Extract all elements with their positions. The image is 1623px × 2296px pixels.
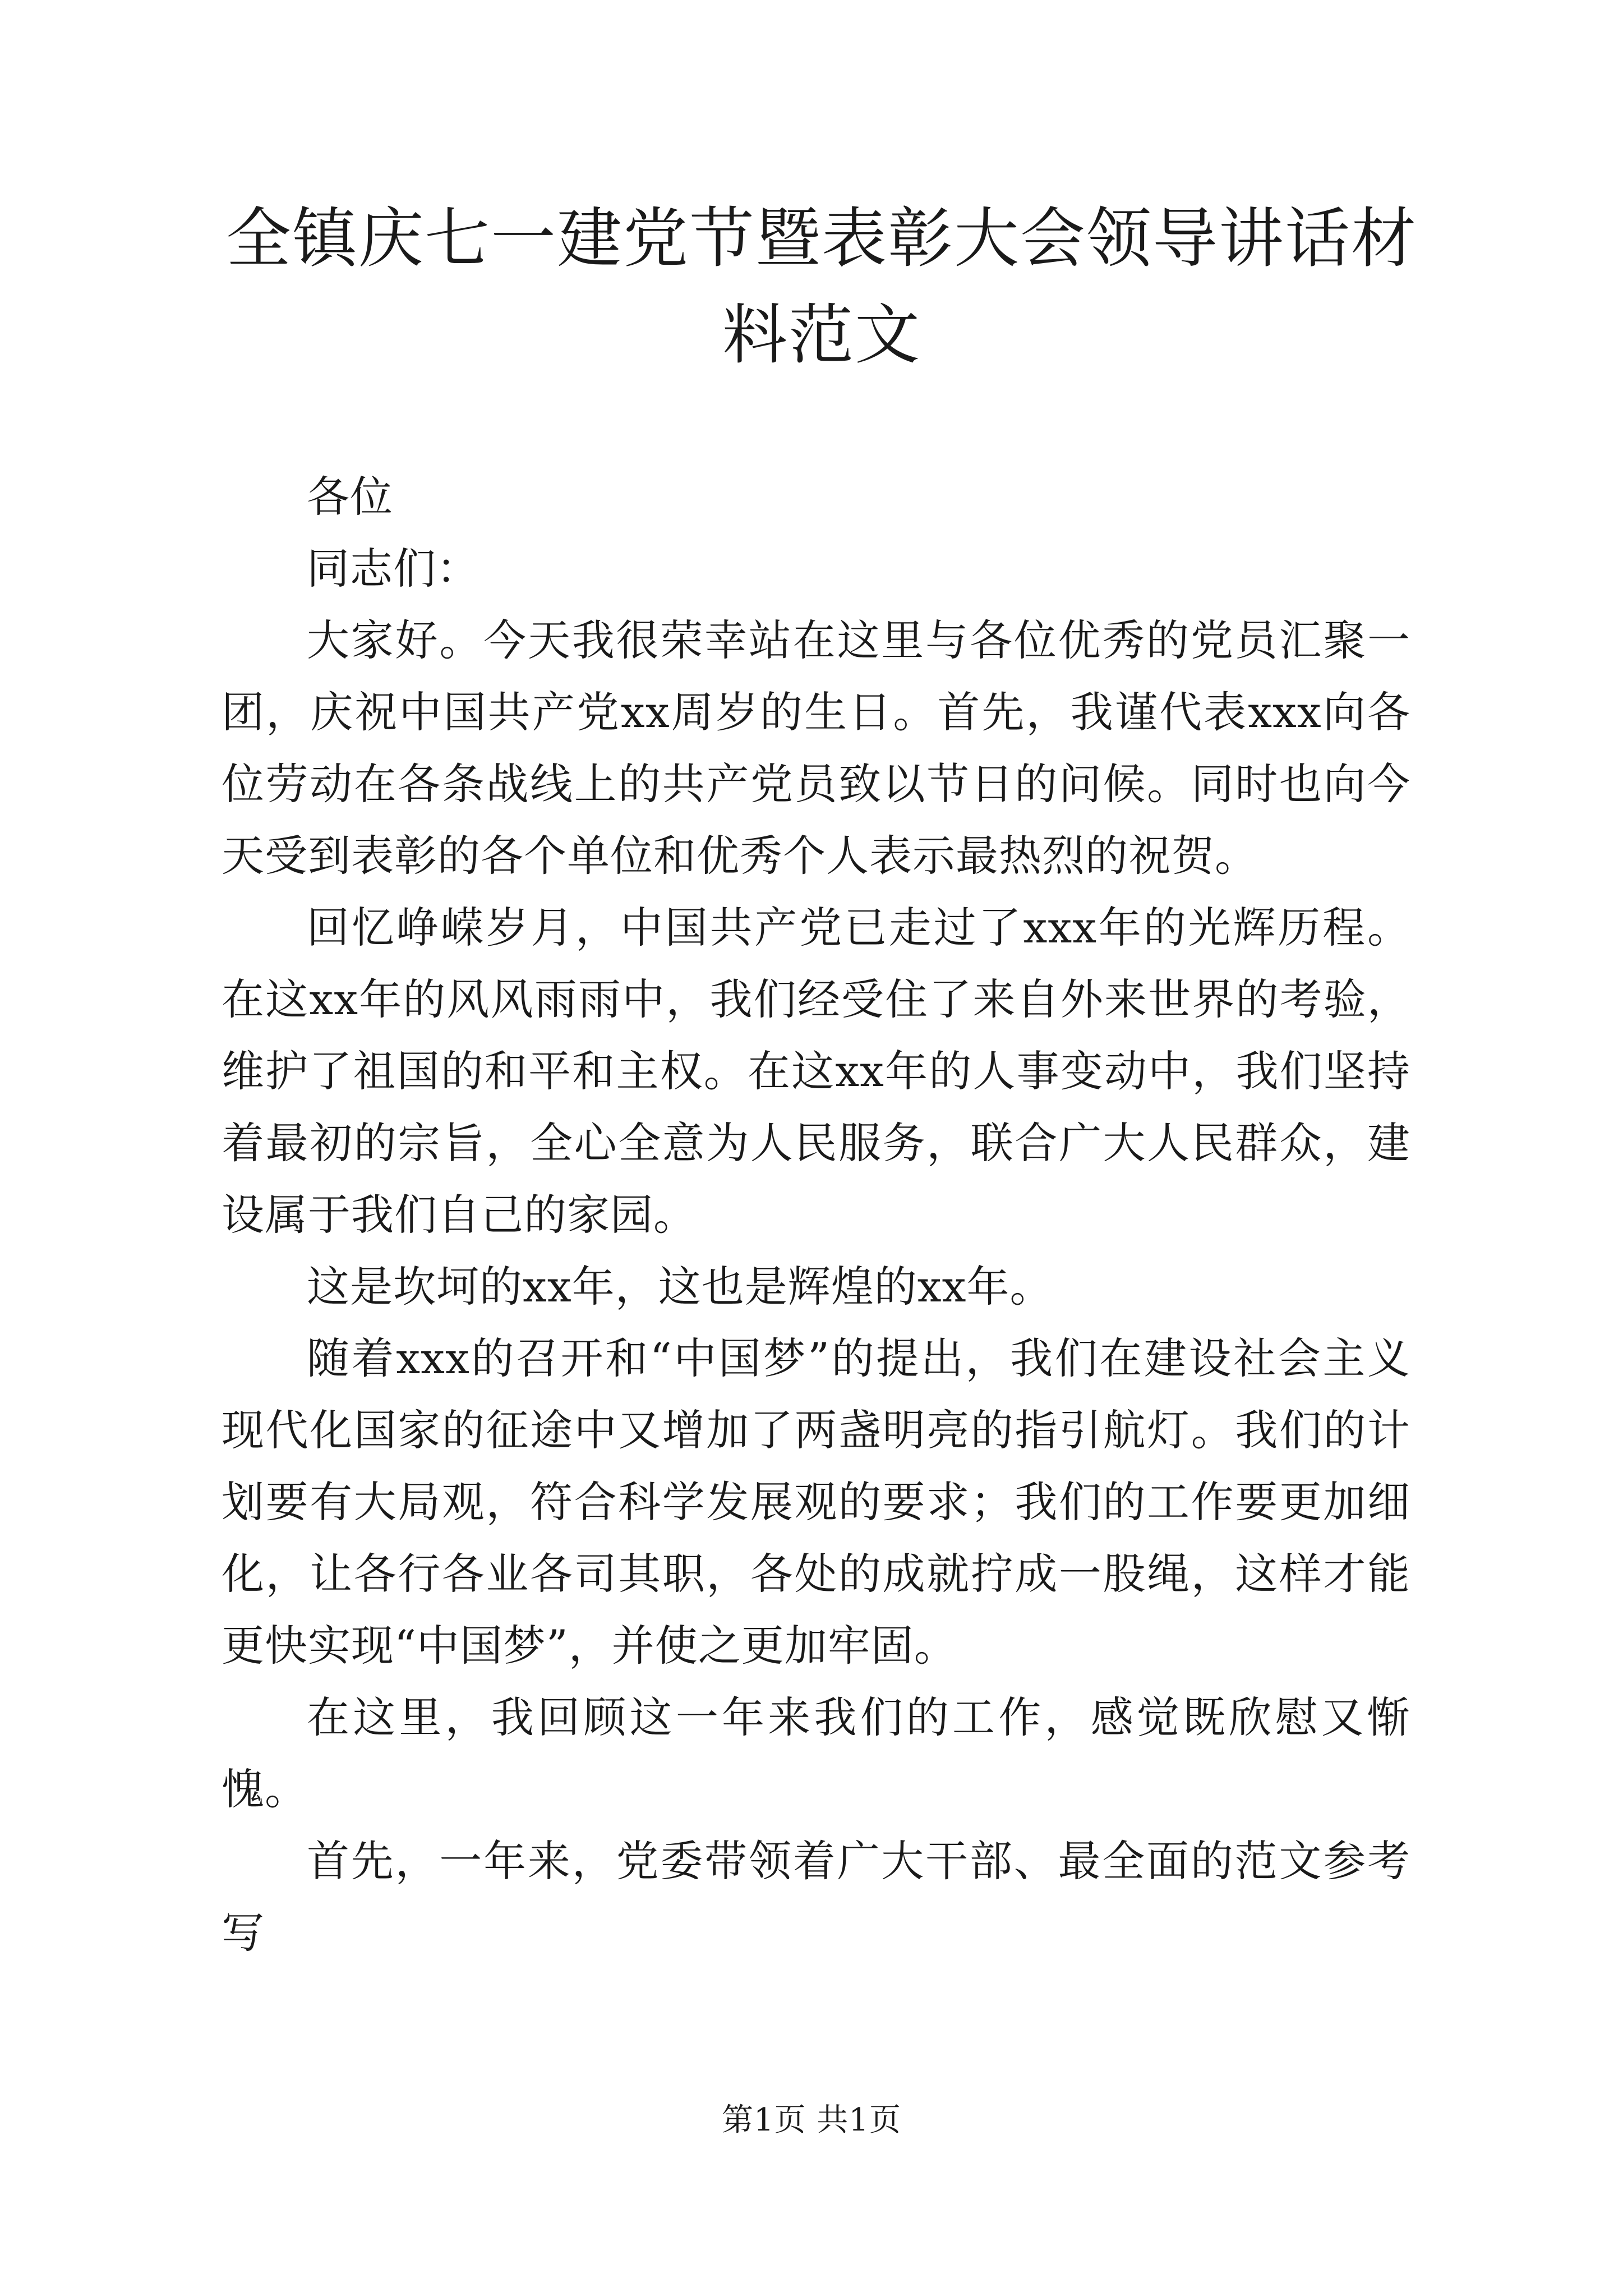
document-title: 全镇庆七一建党节暨表彰大会领导讲话材料范文 — [226, 201, 1417, 373]
document-body — [222, 461, 1410, 1969]
paragraph-summary: 这是坎坷的xx年，这也是辉煌的xx年。 — [307, 1262, 1053, 1312]
paragraph-comrades: 同志们： — [307, 544, 479, 593]
paragraph-review: 在这里，我回顾这一年来我们的工作，感觉既欣慰又惭愧。 — [222, 1692, 1410, 1814]
paragraph-china-dream: 随着xxx的召开和“中国梦”的提出，我们在建设社会主义现代化国家的征途中又增加了两盏明亮的指引航灯。我们的计划要有大局观，符合科学发展观的要求；我们的工作要更加细化，让各行各业各司其职，各处的成就拧成一股绳，这样才能更快实现“中国梦”，并使之更加牢固。 — [222, 1333, 1410, 1671]
paragraph-salutation: 各位 — [307, 472, 393, 522]
paragraph-first-point: 首先，一年来，党委带领着广大干部、最全面的范文参考写 — [222, 1836, 1410, 1958]
paragraph-history: 回忆峥嵘岁月，中国共产党已走过了xxx年的光辉历程。在这xx年的风风雨雨中，我们经受住了来自外来世界的考验，维护了祖国的和平和主权。在这xx年的人事变动中，我们坚持着最初的宗旨，全心全意为人民服务，联合广大人民群众，建设属于我们自己的家园。 — [222, 903, 1410, 1240]
paragraph-greeting: 大家好。今天我很荣幸站在这里与各位优秀的党员汇聚一团，庆祝中国共产党xx周岁的生日。首先，我谨代表xxx向各位劳动在各条战线上的共产党员致以节日的问候。同时也向今天受到表彰的各个单位和优秀个人表示最热烈的祝贺。 — [222, 615, 1410, 881]
page-number: 第1页 共1页 — [721, 2102, 902, 2138]
